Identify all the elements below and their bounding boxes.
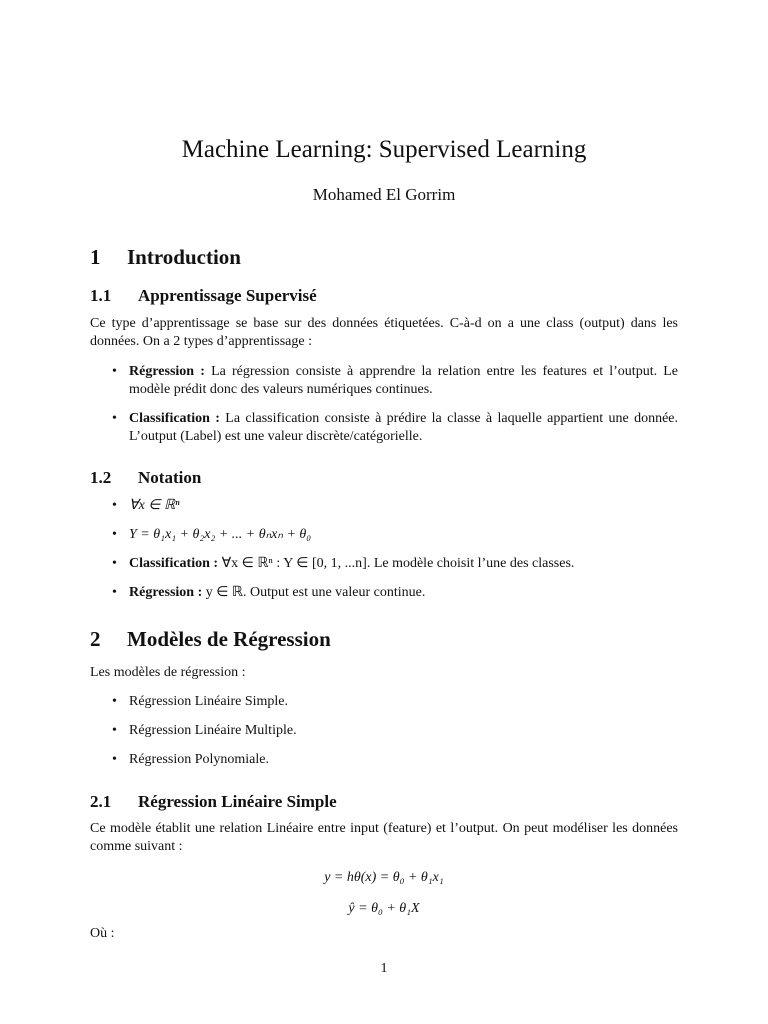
subsection-heading-regression-lineaire <box>90 792 337 812</box>
item-text: La classification consiste à prédire la classe à laquelle appartient une donnée. L’output (Label) est une valeur discrète/catégorielle. <box>129 411 678 444</box>
bullet-marker: • <box>112 364 117 379</box>
list-item <box>112 497 678 515</box>
list-item <box>112 584 678 602</box>
list-item <box>112 526 678 544</box>
list-item <box>112 722 678 740</box>
subsection-heading-notation <box>90 468 201 488</box>
bullet-marker: • <box>112 527 117 542</box>
item-text: Régression Polynomiale. <box>129 752 269 767</box>
equation-prediction: ŷ = θ₀ + θ₁X <box>348 901 420 916</box>
subsection-number: 1.2 <box>90 468 112 487</box>
item-text: Régression Linéaire Simple. <box>129 694 289 709</box>
paragraph-apprentissage: Ce type d’apprentissage se base sur des données étiquetées. C-à-d on a une class (output) dans les données. On a 2 types d’apprentissage : <box>90 316 678 349</box>
section-title: Modèles de Régression <box>127 627 331 651</box>
item-label: Régression : <box>129 364 205 379</box>
subsection-title: Régression Linéaire Simple <box>138 792 337 811</box>
bullet-marker: • <box>112 498 117 513</box>
item-text: ∀x ∈ ℝⁿ : Y ∈ [0, 1, ...n]. Le modèle choisit l’une des classes. <box>221 556 575 571</box>
paragraph-ou: Où : <box>90 926 115 941</box>
bullet-marker: • <box>112 585 117 600</box>
item-label: Classification : <box>129 411 220 426</box>
list-item <box>112 410 678 446</box>
item-math: Y = θ₁x₁ + θ₂x₂ + ... + θₙxₙ + θ₀ <box>129 527 312 542</box>
section-heading-modeles <box>90 627 331 652</box>
page-number: 1 <box>380 961 388 976</box>
item-text: La régression consiste à apprendre la relation entre les features et l’output. Le modèle prédit donc des valeurs numériques continues. <box>129 364 679 397</box>
section-title: Introduction <box>127 245 241 269</box>
author-name: Mohamed El Gorrim <box>312 185 456 204</box>
list-item <box>112 363 678 399</box>
subsection-number: 2.1 <box>90 792 112 811</box>
item-text: y ∈ ℝ. Output est une valeur continue. <box>205 585 426 600</box>
list-item <box>112 555 678 573</box>
section-number: 1 <box>90 245 101 269</box>
item-math: ∀x ∈ ℝⁿ <box>129 498 180 513</box>
paragraph-modeles: Les modèles de régression : <box>90 665 246 680</box>
item-label: Régression : <box>129 585 203 600</box>
bullet-marker: • <box>112 411 117 426</box>
section-heading-introduction <box>90 245 241 270</box>
bullet-marker: • <box>112 752 117 767</box>
list-item <box>112 693 678 711</box>
section-number: 2 <box>90 627 101 651</box>
bullet-marker: • <box>112 694 117 709</box>
bullet-marker: • <box>112 723 117 738</box>
subsection-title: Notation <box>138 468 202 487</box>
subsection-title: Apprentissage Supervisé <box>138 286 317 305</box>
bullet-marker: • <box>112 556 117 571</box>
document-title: Machine Learning: Supervised Learning <box>181 136 587 163</box>
subsection-heading-apprentissage <box>90 286 317 306</box>
item-label: Classification : <box>129 556 219 571</box>
equation-hypothesis: y = hθ(x) = θ₀ + θ₁x₁ <box>324 870 444 885</box>
subsection-number: 1.1 <box>90 286 112 305</box>
item-text: Régression Linéaire Multiple. <box>129 723 297 738</box>
paragraph-regression-lineaire: Ce modèle établit une relation Linéaire entre input (feature) et l’output. On peut modéliser les données comme suivant : <box>90 821 678 854</box>
list-item <box>112 751 678 769</box>
